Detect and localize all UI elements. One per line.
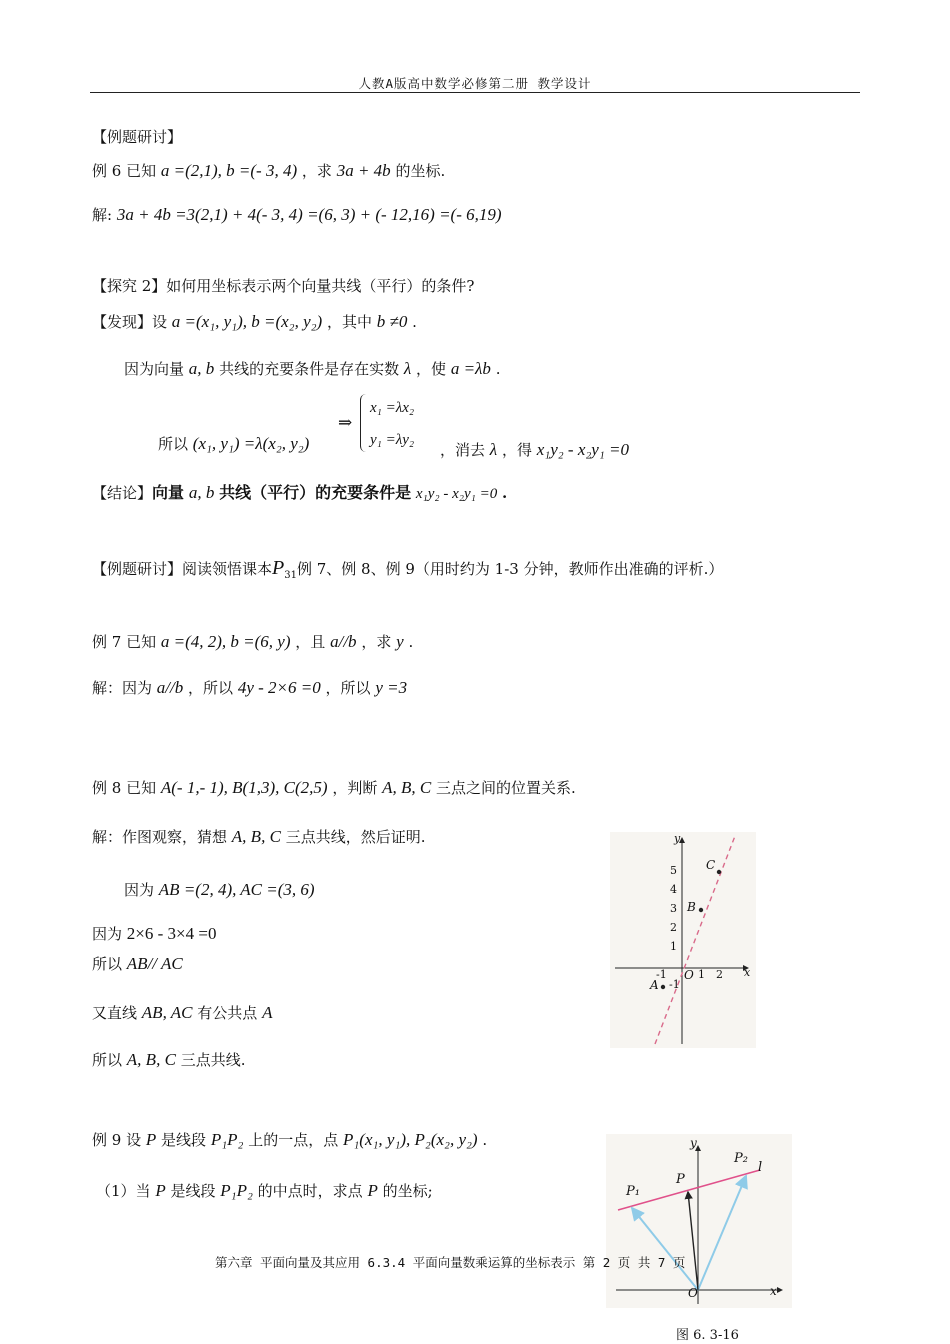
ex8-mid: ，判断 [332, 779, 378, 797]
fig1-tick-y2: 2 [670, 921, 677, 934]
elim-lambda: λ [489, 440, 498, 459]
find-prefix: 【发现】设 [92, 313, 168, 331]
fig1-tick-y5: 5 [670, 864, 677, 877]
figure-caption: 图 6. 3-16 [676, 1328, 739, 1343]
fig1-label-A: A [650, 978, 659, 992]
get-text: ，得 [501, 441, 532, 459]
conclusion [92, 483, 507, 504]
fig2-y-label: y [690, 1136, 697, 1150]
ex9-pts: P₁(x₁, y₁), P₂(x₂, y₂) [343, 1130, 478, 1149]
ex7-sol-res: y =3 [375, 678, 408, 697]
ex9-mid: 是线段 [161, 1131, 207, 1149]
ex6-sol-prefix: 解: [92, 206, 113, 224]
ex6-solution [92, 205, 502, 225]
ex8-l4-math: AB// AC [126, 954, 183, 973]
system-eq-2: y₁ =λy₂ [370, 432, 415, 448]
ex8-l1-pts: A, B, C [231, 827, 281, 846]
ex8-l1-suffix: 三点共线，然后证明. [285, 828, 426, 846]
so-prefix: 所以 [158, 435, 189, 453]
fig1-label-B: B [687, 900, 696, 914]
conclusion-bold2: 共线（平行）的充要条件是 [219, 483, 412, 502]
figure-segment-division [606, 1134, 792, 1308]
ex8-l2-prefix: 因为 [124, 881, 155, 899]
ex8-sol-3 [92, 924, 216, 944]
ex6-suffix: 的坐标. [395, 162, 446, 180]
fig1-label-C: C [706, 858, 716, 872]
study-P: P [272, 557, 285, 579]
ex8-l5-math: AB, AC [141, 1003, 193, 1022]
ex7-sol-eq: 4y - 2×6 =0 [237, 678, 321, 697]
ex9-q1-P2: P [367, 1181, 378, 1200]
fig1-tick-xneg1: -1 [656, 968, 667, 981]
ex9-mid2: 上的一点，点 [248, 1131, 339, 1149]
fig2-origin: O [688, 1286, 698, 1300]
ex8-suffix: 三点之间的位置关系. [436, 779, 576, 797]
explore-so [158, 434, 309, 454]
point-B [699, 908, 703, 912]
ex9-prefix: 例 9 设 [92, 1131, 142, 1149]
ex7-mid: ，且 [295, 633, 326, 651]
point-A [661, 985, 665, 989]
ex7-sol-mid: ，所以 [188, 679, 234, 697]
ex8-sol-2 [124, 880, 315, 900]
fig1-y-label: y [674, 832, 681, 845]
ex7-sol-cond: a//b [156, 678, 184, 697]
ex8-l5-prefix: 又直线 [92, 1004, 138, 1022]
ex7-sol-mid2: ，所以 [325, 679, 371, 697]
page-footer: 第六章 平面向量及其应用 6.3.4 平面向量数乘运算的坐标表示 第 2 页 共 7 页 [215, 1255, 686, 1270]
ex9-q1-seg: P₁P₂ [220, 1181, 253, 1200]
ex9-q1-P: P [155, 1181, 166, 1200]
line2-mid2: ，使 [416, 360, 447, 378]
line2-prefix: 因为向量 [124, 360, 185, 378]
conclusion-ab: a, b [188, 483, 215, 502]
ex9-q1 [96, 1181, 433, 1201]
so-math: (x₁, y₁) =λ(x₂, y₂) [192, 434, 310, 453]
ex6-line [92, 161, 445, 181]
ex8-l5-A: A [262, 1003, 273, 1022]
ex6-target: 3a + 4b [336, 161, 391, 180]
fig2-x-label: x [770, 1284, 777, 1298]
line2-end: . [495, 360, 501, 378]
line2-ab: a, b [188, 359, 215, 378]
section-heading-examples: 【例题研讨】 [92, 128, 183, 146]
ex6-mid: ，求 [301, 162, 332, 180]
conclusion-prefix: 【结论】 [92, 484, 153, 502]
ex8-sol-1 [92, 827, 425, 847]
fig1-x-label: x [744, 966, 751, 979]
study-line [92, 558, 723, 586]
study-suffix: 例 7、例 8、例 9（用时约为 1-3 分钟，教师作出准确的评析.） [296, 560, 724, 578]
ex9-line [92, 1130, 487, 1150]
ex7-prefix: 例 7 已知 [92, 633, 157, 651]
elim-text: ，消去 [440, 441, 486, 459]
fig1-tick-y4: 4 [670, 883, 677, 896]
ex8-l2-math: AB =(2, 4), AC =(3, 6) [158, 880, 315, 899]
ex8-l5-mid: 有公共点 [197, 1004, 258, 1022]
explore-elim [440, 440, 629, 460]
ex9-q1-end: 的坐标; [382, 1182, 433, 1200]
fig1-tick-y3: 3 [670, 902, 677, 915]
conclusion-bold1: 向量 [152, 483, 185, 502]
ex7-end: . [408, 633, 414, 651]
fig1-origin: O [684, 968, 694, 982]
ex8-sol-6 [92, 1050, 245, 1070]
ex8-l6-math: A, B, C [126, 1050, 176, 1069]
ex8-l1-prefix: 解：作图观察，猜想 [92, 828, 228, 846]
ex8-line [92, 778, 576, 798]
implies-arrow: ⇒ [338, 413, 353, 432]
ex7-sol-prefix: 解：因为 [92, 679, 153, 697]
vector-OP2 [698, 1176, 746, 1290]
elim-result: x₁y₂ - x₂y₁ =0 [536, 440, 629, 459]
ex7-cond: a//b [330, 632, 357, 651]
fig2-label-P2: P₂ [734, 1151, 748, 1166]
point-C [717, 870, 721, 874]
find-end: . [412, 313, 417, 331]
vector-OP1 [632, 1208, 698, 1290]
line2-eq: a =λb [450, 359, 491, 378]
system-eq-1: x₁ =λx₂ [370, 400, 415, 416]
ex6-prefix: 例 6 已知 [92, 162, 157, 180]
ex9-P: P [145, 1130, 157, 1149]
fig1-tick-x2: 2 [716, 968, 723, 981]
fig2-label-P1: P₁ [626, 1184, 640, 1199]
ex8-l3-prefix: 因为 [92, 925, 123, 943]
study-prefix: 【例题研讨】阅读领悟课本 [92, 560, 273, 578]
ex9-seg: P₁P₂ [210, 1130, 244, 1149]
page-header: 人教A版高中数学必修第二册 教学设计 [358, 76, 592, 91]
ex8-l3-math: 2×6 - 3×4 =0 [126, 924, 217, 943]
figure-segment-svg [606, 1134, 792, 1308]
ex7-y: y [396, 632, 404, 651]
ex9-q1-prefix: （1）当 [96, 1182, 151, 1200]
fig1-tick-x1: 1 [698, 968, 705, 981]
ex8-l6-prefix: 所以 [92, 1051, 123, 1069]
figure-collinear-svg [610, 832, 756, 1048]
ex8-l4-prefix: 所以 [92, 955, 123, 973]
find-math: a =(x₁, y₁), b =(x₂, y₂) [171, 312, 323, 331]
header-rule [90, 92, 860, 93]
ex9-end: . [482, 1131, 488, 1149]
line2-mid: 共线的充要条件是存在实数 [219, 360, 400, 378]
study-sub: 31 [284, 570, 297, 581]
fig1-tick-yneg1: -1 [669, 978, 680, 991]
ex8-pts: A, B, C [382, 778, 432, 797]
ex8-l6-suffix: 三点共线. [180, 1051, 246, 1069]
explore-line2 [124, 359, 500, 379]
ex9-q1-mid2: 的中点时，求点 [257, 1182, 363, 1200]
fig1-tick-y1: 1 [670, 940, 677, 953]
ex8-sol-4 [92, 954, 183, 974]
ex7-given: a =(4, 2), b =(6, y) [160, 632, 291, 651]
explore-question: 【探究 2】如何用坐标表示两个向量共线（平行）的条件? [92, 277, 475, 295]
ex8-prefix: 例 8 已知 [92, 779, 157, 797]
explore-find [92, 312, 417, 332]
fig2-label-l: l [758, 1160, 763, 1175]
find-cond: b ≠0 [376, 312, 408, 331]
fig2-label-P: P [676, 1172, 685, 1187]
ex7-line [92, 632, 413, 652]
ex8-sol-5 [92, 1003, 272, 1023]
dashed-line [655, 836, 735, 1044]
find-mid: ，其中 [327, 313, 373, 331]
ex7-mid2: ，求 [361, 633, 392, 651]
ex9-q1-mid: 是线段 [170, 1182, 216, 1200]
line2-lambda: λ [403, 359, 412, 378]
vector-OP [688, 1192, 698, 1290]
ex6-given: a =(2,1), b =(- 3, 4) [160, 161, 298, 180]
ex7-solution [92, 678, 407, 698]
conclusion-end: . [502, 484, 508, 502]
ex8-given: A(- 1,- 1), B(1,3), C(2,5) [160, 778, 328, 797]
ex6-sol-math: 3a + 4b =3(2,1) + 4(- 3, 4) =(6, 3) + (- 12,16) =(- 6,19) [116, 205, 502, 224]
figure-collinear-points [610, 832, 756, 1048]
conclusion-math: x₁y₂ - x₂y₁ =0 [415, 486, 498, 502]
system-brace [360, 394, 367, 452]
